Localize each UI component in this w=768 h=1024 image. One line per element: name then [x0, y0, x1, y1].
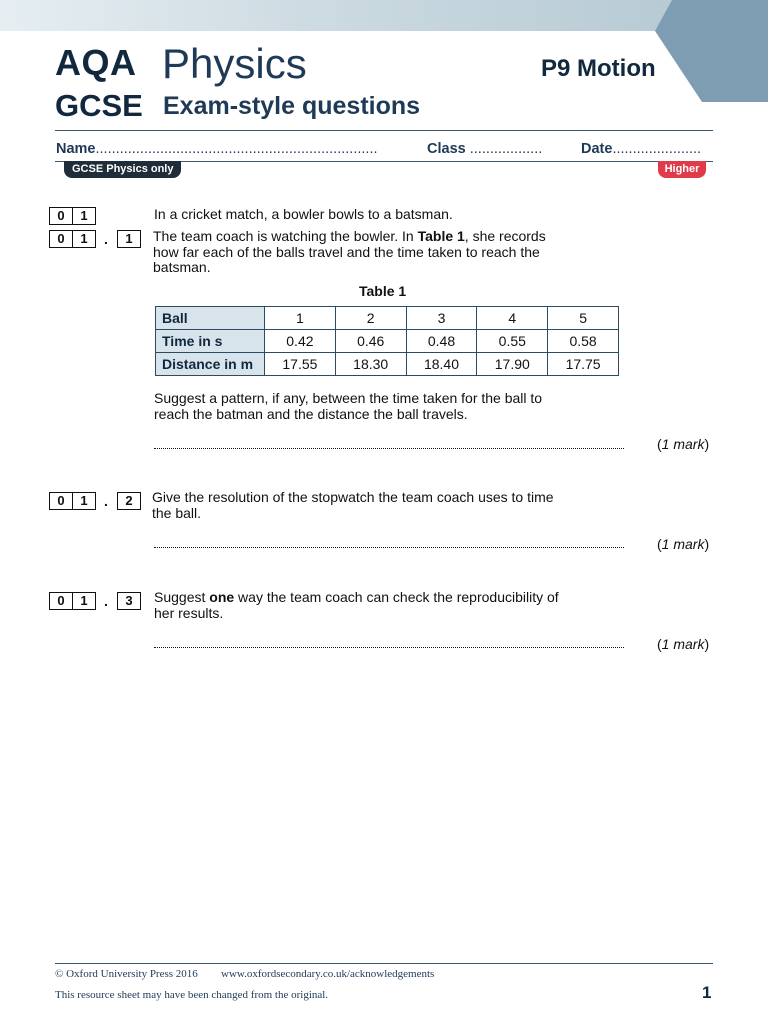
table-cell: 1 — [265, 307, 336, 330]
sheet-subtitle: Exam-style questions — [163, 92, 421, 120]
class-label: Class — [427, 141, 466, 157]
question-digit: 1 — [72, 493, 95, 509]
answer-line[interactable] — [154, 547, 624, 548]
question-digit: 0 — [57, 231, 65, 246]
part-2-text: Give the resolution of the stopwatch the team coach uses to time the ball. — [152, 489, 554, 521]
table-cell: 17.90 — [477, 353, 548, 376]
date-dots: ...................... — [612, 141, 702, 157]
footer-url[interactable]: www.oxfordsecondary.co.uk/acknowledgements — [221, 968, 435, 980]
subject-title: Physics — [162, 40, 307, 87]
date-field[interactable] — [581, 141, 701, 157]
question-digit: 0 — [57, 208, 65, 223]
table-caption: Table 1 — [359, 283, 407, 299]
footer-copyright: © Oxford University Press 2016 — [55, 968, 198, 980]
page-number: 1 — [702, 983, 712, 1002]
part-number-box: 2 — [117, 492, 141, 510]
row-header: Time in s — [156, 330, 265, 353]
part-separator: . — [104, 493, 108, 509]
table-cell: 4 — [477, 307, 548, 330]
table-cell: 18.30 — [335, 353, 406, 376]
class-field[interactable] — [427, 141, 542, 157]
question-digit: 0 — [57, 493, 65, 508]
footer-note: This resource sheet may have been changed from the original. — [55, 989, 329, 1001]
date-label: Date — [581, 141, 613, 157]
table-cell: 0.48 — [406, 330, 477, 353]
row-header: Ball — [156, 307, 265, 330]
table-row — [156, 330, 619, 353]
question-intro: In a cricket match, a bowler bowls to a batsman. — [154, 206, 453, 222]
part-3-text: Suggest one way the team coach can check the reproducibility of her results. — [154, 589, 559, 621]
question-digit: 1 — [72, 208, 95, 224]
gcse-only-badge: GCSE Physics only — [64, 161, 181, 178]
table-cell: 2 — [335, 307, 406, 330]
name-label: Name — [56, 141, 96, 157]
row-header: Distance in m — [156, 353, 265, 376]
mark-allocation: (1 mark) — [657, 436, 710, 452]
table-cell: 18.40 — [406, 353, 477, 376]
part-number-box: 1 — [117, 230, 141, 248]
higher-tier-badge: Higher — [658, 161, 706, 178]
name-field[interactable] — [56, 141, 378, 157]
data-table — [155, 306, 619, 376]
class-dots: .................. — [469, 141, 543, 157]
part-separator: . — [104, 231, 108, 247]
table-row — [156, 307, 619, 330]
table-cell: 17.75 — [548, 353, 619, 376]
header-rule — [55, 130, 713, 131]
question-digit: 1 — [72, 231, 95, 247]
table-cell: 0.55 — [477, 330, 548, 353]
level-title: GCSE — [55, 88, 143, 123]
topic-title: P9 Motion — [541, 55, 656, 82]
answer-line[interactable] — [154, 647, 624, 648]
brand-logo: AQA — [55, 42, 137, 83]
question-number-box — [49, 230, 96, 248]
part-number-box: 3 — [117, 592, 141, 610]
question-number-box — [49, 592, 96, 610]
part-separator: . — [104, 593, 108, 609]
question-number-box — [49, 492, 96, 510]
table-cell: 0.46 — [335, 330, 406, 353]
table-cell: 17.55 — [265, 353, 336, 376]
part-1-text: The team coach is watching the bowler. In Table 1, she records how far each of the balls travel and the time taken to reach the batsman. — [153, 228, 546, 275]
footer-rule — [55, 963, 713, 964]
mark-allocation: (1 mark) — [657, 636, 710, 652]
question-digit: 1 — [72, 593, 95, 609]
answer-line[interactable] — [154, 448, 624, 449]
table-cell: 0.58 — [548, 330, 619, 353]
name-dots: ...................................................................... — [95, 141, 378, 157]
table-cell: 5 — [548, 307, 619, 330]
table-cell: 3 — [406, 307, 477, 330]
question-digit: 0 — [57, 593, 65, 608]
mark-allocation: (1 mark) — [657, 536, 710, 552]
question-number-box — [49, 207, 96, 225]
part-1-question: Suggest a pattern, if any, between the time taken for the ball to reach the batman and the distance the ball travels. — [154, 390, 543, 422]
table-row — [156, 353, 619, 376]
table-cell: 0.42 — [265, 330, 336, 353]
